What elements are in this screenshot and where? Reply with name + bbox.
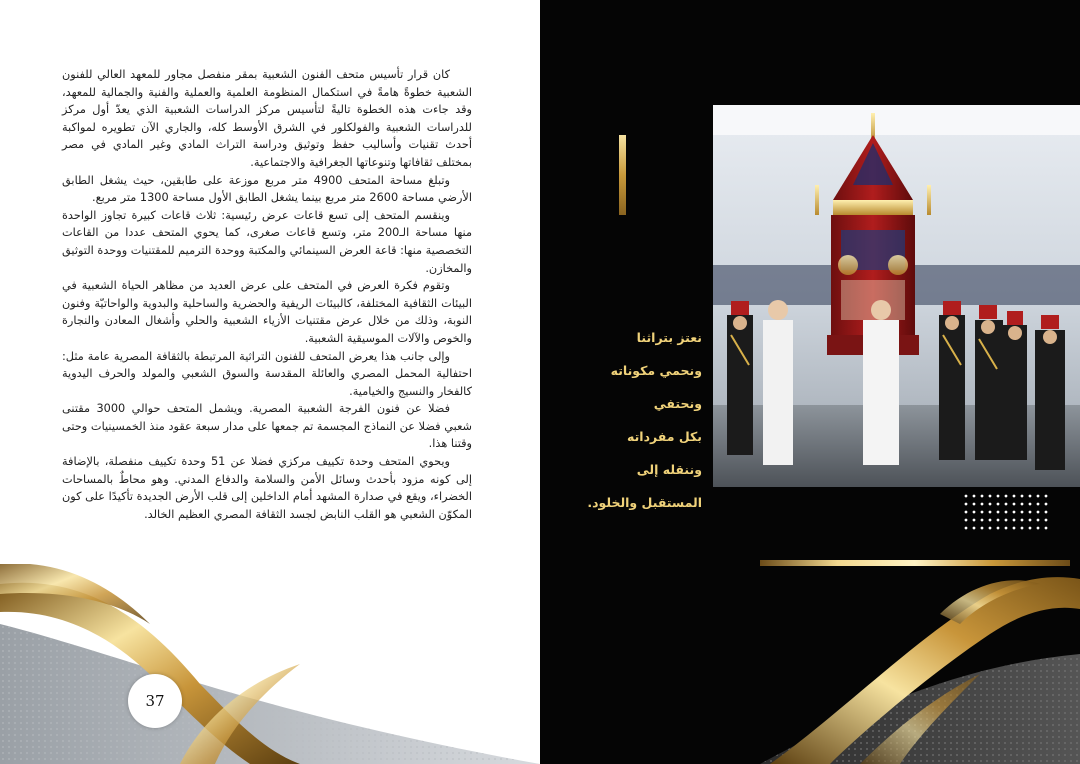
quote-line-5: وننقله إلى [636, 462, 702, 477]
paragraph-7: ويحوي المتحف وحدة تكييف مركزي فضلا عن 51 وحدة تكييف منفصلة، بالإضافة إلى كونه مزود بأحدث وسائل الأمن والسلامة والدفاع المدني. وهو محاطٌ بالمساحات الخضراء، ويقع في صدارة المشهد أمام الداخلين إلى قلب الأرض الجديدة تأكيدًا على كون المكوّن الشعبي هو القلب النابض لجسد الثقافة المصري العظيم الخالد. [62, 455, 472, 521]
page-number: 37 [128, 674, 182, 728]
paragraph-4: وتقوم فكرة العرض في المتحف على عرض العديد من مظاهر الحياة الشعبية في البيئات الثقافية المختلفة، كالبيئات الريفية والحضرية والساحلية والبدوية والواحاتيّة وفنون النوبة، وذلك من خلال عرض مقتنيات الأزياء الشعبية والحلي وأشغال المعادن والنجارة والخوص والآلات الموسيقية الشعبية. [62, 279, 472, 345]
paragraph-6: فضلا عن فنون الفرجة الشعبية المصرية. ويشمل المتحف حوالي 3000 مقتنى شعبي فضلا عن النماذج المجسمة تم جمعها على مدار سبعة عقود منذ الخمسينيات وحتى وقتنا هذا. [62, 402, 472, 451]
gold-accent-bar [619, 135, 626, 215]
quote-line-3: ونحتفي [653, 396, 702, 411]
mahmal-procession-photo [713, 105, 1080, 487]
gold-ribbon-decoration-left [0, 564, 540, 764]
quote-line-6: المستقبل والخلود. [587, 495, 702, 510]
paragraph-1: كان قرار تأسيس متحف الفنون الشعبية بمقر منفصل مجاور للمعهد العالي للفنون الشعبية خطوةً هامةً في استكمال المنظومة العلمية والعملية والفنية والجمالية للمعهد، وقد جاءت هذه الخطوة تاليةً لتأسيس مركز الدراسات الشعبية الذي يعدّ أول مركز للدراسات الشعبية والفولكلور في الشرق الأوسط كله، والجاري الآن تطويره لمواكبة أحدث تقنيات وأساليب حفظ وتوثيق ودراسة التراث المادي وغير المادي في مصر بمختلف ثقافاتها وتنوعاتها الجغرافية والاجتماعية. [62, 68, 472, 169]
paragraph-2: وتبلغ مساحة المتحف 4900 متر مربع موزعة على طابقين، حيث يشغل الطابق الأرضي مساحة 2600 متر مربع بينما يشغل الطابق الأول مساحة 1300 متر مربع. [62, 173, 472, 205]
gold-ribbon-decoration-right [540, 554, 1080, 764]
quote-line-1: نعتز بتراثنا [636, 330, 702, 345]
paragraph-5: وإلى جانب هذا يعرض المتحف للفنون التراثية المرتبطة بالثقافة المصرية عامة مثل: احتفالية المحمل المصري والعائلة المقدسة والسوق الشعبي والمولد والحرف اليدوية كالفخار والنسيج والخيامية. [62, 349, 472, 398]
article-text [62, 66, 472, 523]
right-page [540, 0, 1080, 764]
gold-quote [578, 330, 702, 528]
paragraph-3: وينقسم المتحف إلى تسع قاعات عرض رئيسية: ثلاث قاعات كبيرة تجاوز الواحدة منها مساحة الـ200 متر، وتسع قاعات صغرى، كما يحوي المتحف عددا من القاعات التخصصية منها: قاعة العرض السينمائي والمكتبة ووحدة الترميم للمقتنيات ووحدة التوثيق والمخازن. [62, 208, 472, 275]
quote-line-4: بكل مفرداته [627, 429, 702, 444]
dot-grid-decoration [962, 492, 1048, 532]
quote-line-2: ونحمي مكوناته [610, 363, 702, 378]
